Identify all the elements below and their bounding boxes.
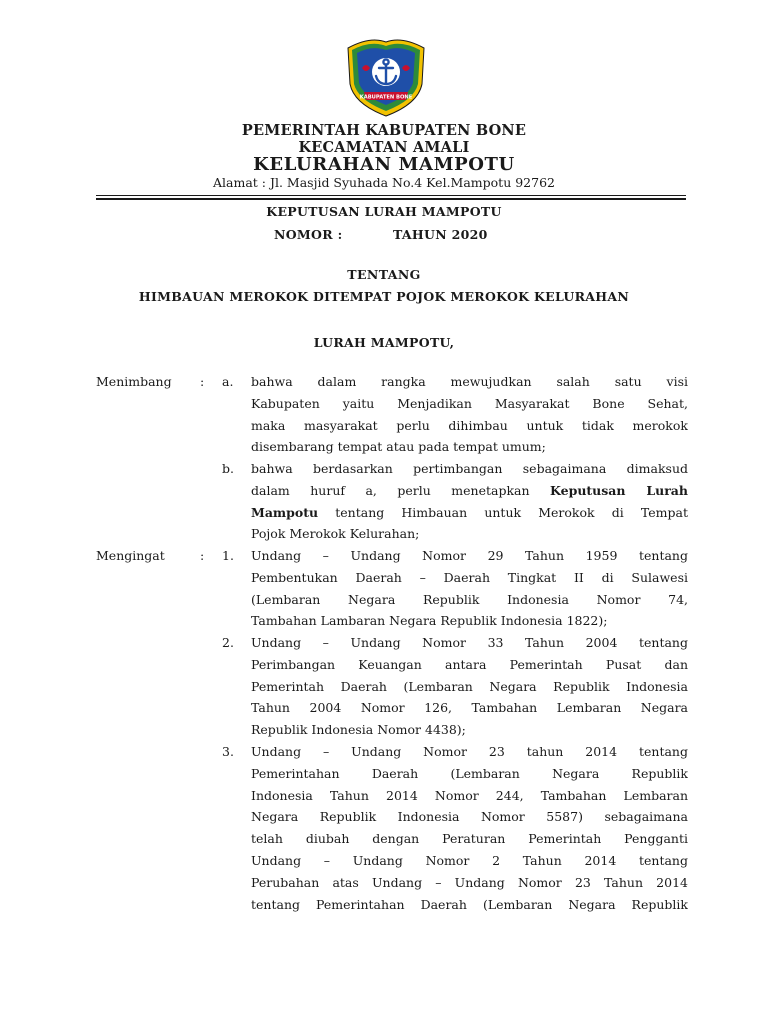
decree-number-label: NOMOR : <box>274 227 343 242</box>
text-segment: tentang Himbauan untuk Merokok di Tempat <box>318 504 688 520</box>
text-line: (Lembaran Negara Republik Indonesia Nomor 74, <box>251 591 688 607</box>
text-line: bahwa berdasarkan pertimbangan sebagaimana dimaksud <box>251 461 688 476</box>
text-line: Indonesia Tahun 2014 Nomor 244, Tambahan Lembaran <box>251 787 688 803</box>
text-line: Undang – Undang Nomor 29 Tahun 1959 tentang <box>251 548 688 563</box>
mengingat-label: Mengingat <box>96 548 165 563</box>
mengingat-item-1-text <box>251 545 688 632</box>
decree-subject: HIMBAUAN MEROKOK DITEMPAT POJOK MEROKOK KELURAHAN <box>138 289 630 304</box>
text-line: bahwa dalam rangka mewujudkan salah satu visi <box>251 374 688 389</box>
issuing-official: LURAH MAMPOTU, <box>313 335 455 350</box>
office-address: Alamat : Jl. Masjid Syuhada No.4 Kel.Mampotu 92762 <box>213 175 555 190</box>
text-line: Tambahan Lambaran Negara Republik Indonesia 1822); <box>251 613 608 629</box>
mengingat-item-3-text <box>251 741 688 915</box>
text-line <box>251 502 688 524</box>
district-name: KECAMATAN AMALI <box>298 139 470 156</box>
text-line: Perimbangan Keuangan antara Pemerintah Pusat dan <box>251 656 688 672</box>
regency-emblem-logo <box>340 34 432 118</box>
text-line: Republik Indonesia Nomor 4438); <box>251 722 466 738</box>
text-line: Undang – Undang Nomor 2 Tahun 2014 tentang <box>251 852 688 868</box>
about-heading: TENTANG <box>347 267 421 282</box>
text-line: Negara Republik Indonesia Nomor 5587) sebagaimana <box>251 809 688 825</box>
menimbang-item-b-text <box>251 458 688 545</box>
menimbang-colon: : <box>200 374 205 389</box>
mengingat-colon: : <box>200 548 205 563</box>
logo-ribbon-text: KABUPATEN BONE <box>359 94 413 101</box>
text-line: Undang – Undang Nomor 23 tahun 2014 tentang <box>251 744 688 759</box>
mengingat-item-2-marker: 2. <box>222 635 234 650</box>
decree-reference-bold: Mampotu <box>251 504 319 520</box>
text-line: Pemerintahan Daerah (Lembaran Negara Republik <box>251 765 688 781</box>
menimbang-label: Menimbang <box>96 374 172 389</box>
mengingat-item-1-marker: 1. <box>222 548 234 563</box>
text-line: disembarang tempat atau pada tempat umum; <box>251 439 546 455</box>
text-line: Tahun 2004 Nomor 126, Tambahan Lembaran Negara <box>251 700 688 716</box>
menimbang-item-a-marker: a. <box>222 374 234 389</box>
text-line: Kabupaten yaitu Menjadikan Masyarakat Bone Sehat, <box>251 395 688 411</box>
decree-reference-bold: Keputusan Lurah <box>550 482 688 498</box>
government-name: PEMERINTAH KABUPATEN BONE <box>241 122 527 139</box>
text-line <box>251 480 688 502</box>
text-line: Perubahan atas Undang – Undang Nomor 23 Tahun 2014 <box>251 874 688 890</box>
menimbang-item-b-marker: b. <box>222 461 234 476</box>
mengingat-item-3-marker: 3. <box>222 744 234 759</box>
letterhead-divider-thin <box>96 195 686 196</box>
text-line: Undang – Undang Nomor 33 Tahun 2004 tentang <box>251 635 688 650</box>
village-name: KELURAHAN MAMPOTU <box>253 154 515 175</box>
text-line: Pembentukan Daerah – Daerah Tingkat II di Sulawesi <box>251 569 688 585</box>
text-line: tentang Pemerintahan Daerah (Lembaran Negara Republik <box>251 896 688 912</box>
decree-year-label: TAHUN 2020 <box>393 227 488 242</box>
menimbang-item-a-text <box>251 371 688 458</box>
text-line: maka masyarakat perlu dihimbau untuk tidak merokok <box>251 417 688 433</box>
text-line: Pojok Merokok Kelurahan; <box>251 526 420 542</box>
mengingat-item-2-text <box>251 632 688 741</box>
letterhead-divider-thick <box>96 198 686 200</box>
decree-title: KEPUTUSAN LURAH MAMPOTU <box>266 204 502 219</box>
text-line: telah diubah dengan Peraturan Pemerintah Pengganti <box>251 831 688 847</box>
text-line: Pemerintah Daerah (Lembaran Negara Republik Indonesia <box>251 678 688 694</box>
text-segment: dalam huruf a, perlu menetapkan <box>251 482 551 498</box>
